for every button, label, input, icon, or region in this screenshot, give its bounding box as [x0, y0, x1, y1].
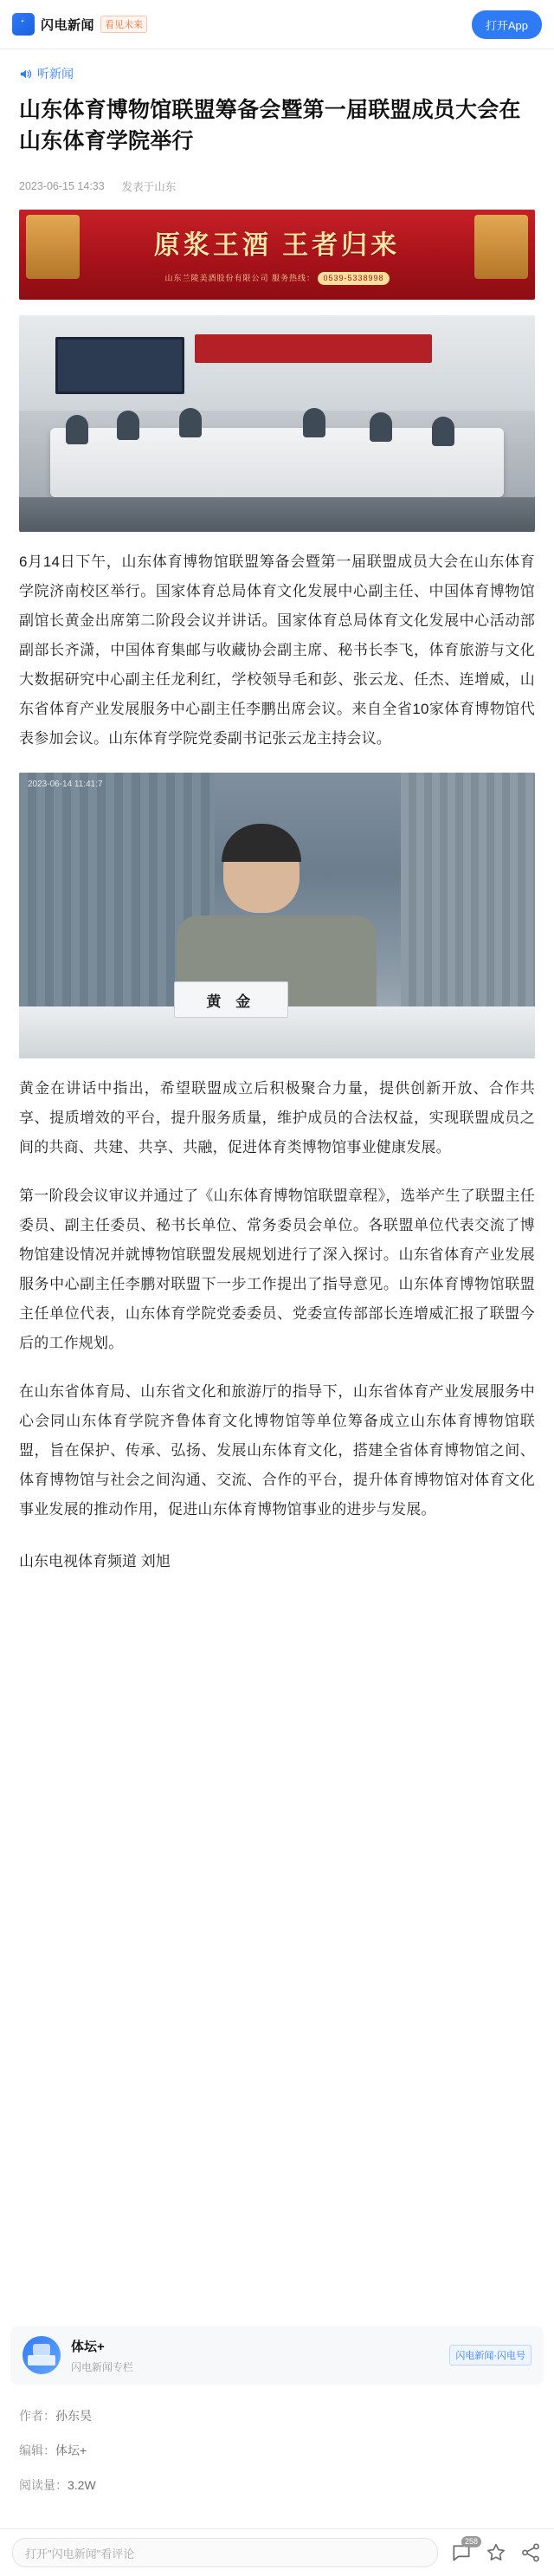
speaker-photo-figure[interactable]: [19, 773, 535, 1058]
credits-section: [0, 2407, 554, 2511]
ad-decoration-right-icon: [474, 215, 528, 279]
article-body: [0, 49, 554, 2326]
comment-placeholder: 打开"闪电新闻"看评论: [25, 2547, 135, 2560]
open-app-button[interactable]: 打开App: [472, 10, 542, 39]
photo-person: [117, 411, 139, 440]
channel-info: [71, 2337, 439, 2374]
ad-decoration-left-icon: [26, 215, 80, 279]
credit-editor-label: 编辑：: [19, 2443, 55, 2457]
comment-icon[interactable]: [450, 2537, 478, 2564]
ad-subtitle: [164, 269, 389, 286]
photo-speaker-hair: [222, 824, 301, 862]
ad-company: 山东兰陵美酒股份有限公司 服务热线：: [164, 273, 315, 282]
credit-views: [19, 2476, 535, 2494]
ad-banner-figure[interactable]: [19, 210, 535, 300]
share-icon[interactable]: [519, 2541, 542, 2564]
article-paragraph: 6月14日下午，山东体育博物馆联盟筹备会暨第一届联盟成员大会在山东体育学院济南校区举行。国家体育总局体育文化发展中心副主任、中国体育博物馆副馆长黄金出席第二阶段会议并讲话。国家体育总局体育文化发展中心活动部副部长齐潇，中国体育集邮与收藏协会副主席、秘书长李飞，体育旅游与文化大数据研究中心副主任龙利红，学校领导毛和彭、张云龙、任杰、连增威，山东省体育产业发展服务中心副主任李鹏出席会议。来自全省10家体育博物馆代表参加会议。山东体育学院党委副书记张云龙主持会议。: [19, 553, 535, 747]
article-paragraph-1-wrapper: [19, 547, 535, 754]
app-header: [0, 0, 554, 49]
ad-banner-image[interactable]: [19, 210, 535, 300]
brand-tagline: 看见未来: [100, 16, 147, 33]
channel-badge: 闪电新闻·闪电号: [449, 2345, 531, 2366]
brand-name: 闪电新闻: [41, 17, 95, 33]
article-paragraph: 第一阶段会议审议并通过了《山东体育博物馆联盟章程》，选举产生了联盟主任委员、副主任委员、秘书长单位、常务委员会单位。各联盟单位代表交流了博物馆建设情况并就博物馆联盟发展规划进行了深入探讨。山东省体育产业发展服务中心副主任李鹏对联盟下一步工作提出了指导意见。山东体育博物馆联盟主任单位代表，山东体育学院党委委员、党委宣传部部长连增威汇报了联盟今后的工作规划。: [19, 1187, 535, 1351]
star-icon[interactable]: [485, 2541, 507, 2564]
photo-person: [179, 408, 202, 437]
comment-count-badge: 258: [461, 2536, 481, 2547]
credit-author-label: 作者：: [19, 2409, 55, 2423]
photo-foreground-chairs: [19, 497, 535, 532]
article-paragraph: 在山东省体育局、山东省文化和旅游厅的指导下，山东省体育产业发展服务中心会同山东体育学院齐鲁体育文化博物馆等单位筹备成立山东体育博物馆联盟，旨在保护、传承、弘扬、发展山东体育文化，搭建全省体育博物馆之间、体育博物馆与社会之间沟通、交流、合作的平台，提升体育博物馆对体育文化事业发展的推动作用，促进山东体育博物馆事业的进步与发展。: [19, 1382, 535, 1518]
meeting-room-photo[interactable]: [19, 315, 535, 532]
lightning-logo-icon: [12, 13, 35, 36]
photo-projector-screen: [55, 337, 184, 394]
article-rest-paragraphs: [19, 1074, 535, 1524]
credit-editor-value: 体坛+: [55, 2443, 87, 2457]
channel-description: 闪电新闻专栏: [71, 2360, 134, 2373]
bottom-action-bar: [0, 2528, 554, 2576]
photo-person: [66, 415, 88, 444]
channel-name: 体坛+: [71, 2339, 105, 2354]
speaker-photo[interactable]: [19, 773, 535, 1058]
photo-red-banner: [195, 334, 432, 363]
ad-title: 原浆王酒 王者归来: [153, 230, 401, 260]
ad-phone: 0539-5338998: [318, 272, 389, 286]
page-title: 山东体育博物馆联盟筹备会暨第一届联盟成员大会在山东体育学院举行: [19, 98, 521, 154]
channel-avatar-icon: [23, 2336, 61, 2374]
article-meta: [19, 178, 535, 194]
speaker-icon: [19, 68, 32, 81]
listen-news-label: 听新闻: [37, 67, 74, 81]
publish-time: 2023-06-15 14:33: [19, 179, 105, 192]
article-signoff: 山东电视体育频道 刘旭: [19, 1552, 171, 1570]
credit-author: [19, 2407, 535, 2424]
credit-views-value: 3.2W: [68, 2478, 96, 2492]
credit-author-value: 孙东昊: [55, 2409, 92, 2423]
listen-news-button[interactable]: [19, 65, 535, 82]
photo-person: [303, 408, 325, 437]
photo-nameplate: 黄 金: [174, 981, 288, 1018]
credit-editor: [19, 2442, 535, 2459]
photo-person: [370, 412, 392, 442]
article-paragraph: 黄金在讲话中指出，希望联盟成立后积极聚合力量，提供创新开放、合作共享、提质增效的平台，提升服务质量，维护成员的合法权益，实现联盟成员之间的共商、共建、共享、共融，促进体育类博物馆事业健康发展。: [19, 1079, 535, 1155]
brand[interactable]: [12, 13, 147, 36]
credit-views-label: 阅读量：: [19, 2478, 68, 2492]
comment-input[interactable]: [12, 2538, 438, 2567]
photo-timestamp: 2023-06-14 11:41:7: [28, 779, 103, 789]
meeting-photo-figure[interactable]: [19, 315, 535, 532]
photo-person: [432, 417, 454, 446]
publish-source: 发表于山东: [121, 180, 177, 193]
source-channel-card[interactable]: [10, 2326, 544, 2385]
